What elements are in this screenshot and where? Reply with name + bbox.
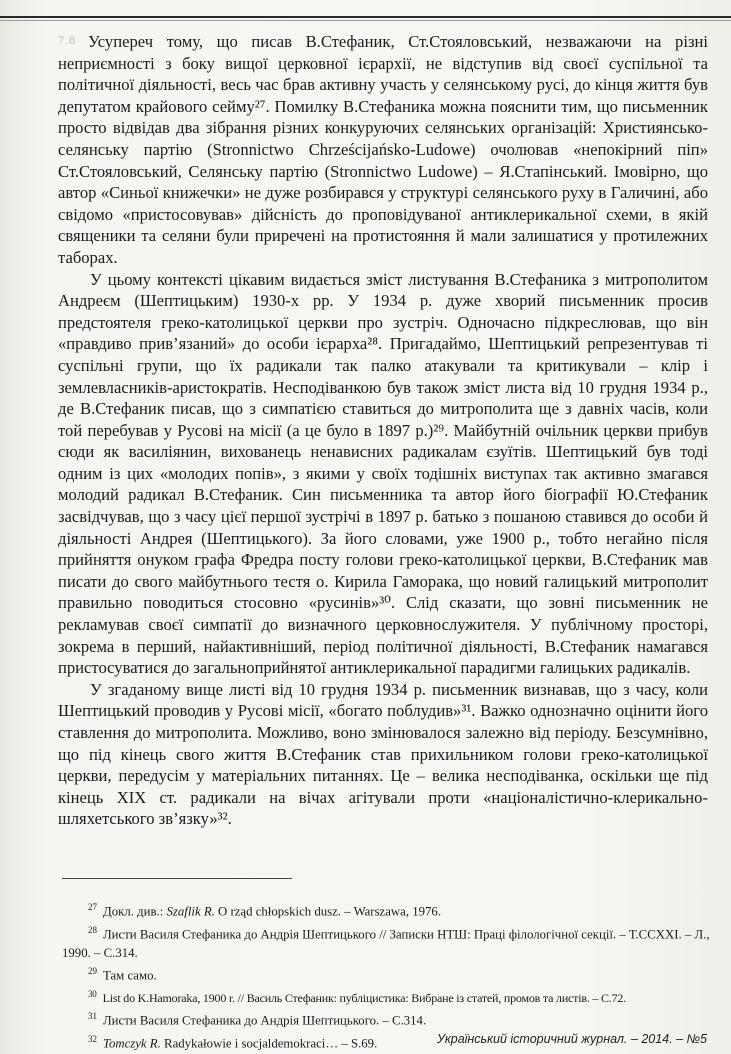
header-rule-thin [0, 20, 731, 21]
footnote-31: $^{31}$ Листи Василя Стефаника до Андрія Шептицького. – С.314. [88, 1011, 427, 1028]
footnote-30: $^{30}$ List do K.Hamoraka, 1900 r. // Василь Стефаник: публіцистика: Вибране із статей, промов та листів. – С.72. [88, 988, 627, 1005]
journal-footer: Український історичний журнал. – 2014. – №5 [436, 1032, 707, 1046]
article-body [58, 31, 708, 830]
paragraph-3: У згаданому вище листі від 10 грудня 1934 р. письменник визнавав, що з часу, коли Шептицький проводив у Русові місії, «богато поблудив»³¹. Важко однозначно оцінити його ставлення до митрополита. Можливо, воно змінювалося залежно від періоду. Безсумнівно, що під кінець свого життя В.Стефаник став прихильником голови греко-католицької церкви, передусім у матеріальних питаннях. Це – велика несподіванка, оскільки ще під кінець XIX ст. радикали на вічах агітували проти «націоналістично-клерикально-шляхетського зв’язку»³². [58, 679, 708, 829]
paragraph-2: У цьому контексті цікавим видається зміст листування В.Стефаника з митрополитом Андреєм (Шептицьким) 1930-х рр. У 1934 р. дуже хворий письменник просив предстоятеля греко-католицької церкви про зустріч. Одночасно підкреслював, що він «правдиво прив’язаний» до особи ієрарха²⁸. Пригадаймо, Шептицький репрезентував ті суспільні групи, що їх радикали так палко атакували та критикували – клір і землевласників-аристократів. Несподіванкою був також зміст листа від 10 грудня 1934 р., де В.Стефаник писав, що з симпатією ставиться до митрополита ще з давніх часів, коли той перебував у Русові на місії (а це було в 1897 р.)²⁹. Майбутній очільник церкви прибув сюди як василіянин, вихованець ненависних радикалам єзуїтів. Шептицький був тоді одним із цих «молодих попів», з якими у своїх тодішніх виступах так активно змагався молодий радикал В.Стефаник. Син письменника та автор його біографії Ю.Стефаник засвідчував, що з часу цієї першої зустрічі в 1897 р. батько з пошаною ставився до особи й діяльності Андрея (Шептицького). За його словами, уже 1900 р., тобто негайно після прийняття онуком графа Фредра посту голови греко-католицької церкви, В.Стефаник мав писати до свого майбутнього тестя о. Кирила Гаморака, що новий галицький митрополит правильно поводиться стосовно «русинів»³⁰. Слід сказати, що зовні письменник не рекламував своєї симпатії до визначного церковнослужителя. У публічному просторі, зокрема в перший, найактивніший, період політичної діяльності, В.Стефаник намагався пристосуватися до загальноприйнятої антиклерикальної парадигми галицьких радикалів. [58, 269, 708, 678]
footnotes [62, 898, 712, 1053]
footnote-32: $^{32}$ Tomczyk R. Radykałowie i socjaldemokraci… – S.69. [88, 1034, 378, 1051]
paragraph-1: Усупереч тому, що писав В.Стефаник, Ст.Стояловський, незважаючи на різні неприємності з боку вищої церковної ієрархії, не відступив від своєї суспільної та політичної діяльності, весь час брав активну участь у селянському русі, до кінця життя був депутатом крайового сейму²⁷. Помилку В.Стефаника можна пояснити тим, що письменник просто відвідав два зібрання різних конкуруючих селянських організацій: Християнсько-селянську партію (Stronnictwo Chrześcijańsko-Ludowe) очолював «непокірний піп» Ст.Стояловський, Селянську партію (Stronnictwo Ludowe) – Я.Стапінський. Імовірно, що автор «Синьої книжечки» не дуже розбирався у структурі селянського руху в Галичині, або свідомо «пристосовував» дійсність до проповідуваної антиклерикальної схеми, в якій священики та селяни були приречені на протистояння й мали залишатися у протилежних таборах. [58, 32, 708, 267]
page-number: 7.8 [58, 33, 76, 47]
footnote-29: $^{29}$ Там само. [88, 966, 157, 983]
footnote-separator [62, 878, 292, 879]
footnote-28: $^{28}$ Листи Василя Стефаника до Андрія Шептицького // Записки НТШ: Праці філологічної секції. – Т.CCXXI. – Л., 1990. – С.314. [62, 924, 710, 960]
footnote-27: $^{27}$ Докл. див.: Szaflik R. O rząd chłopskich dusz. – Warszawa, 1976. [88, 902, 442, 919]
header-rule [0, 16, 731, 18]
